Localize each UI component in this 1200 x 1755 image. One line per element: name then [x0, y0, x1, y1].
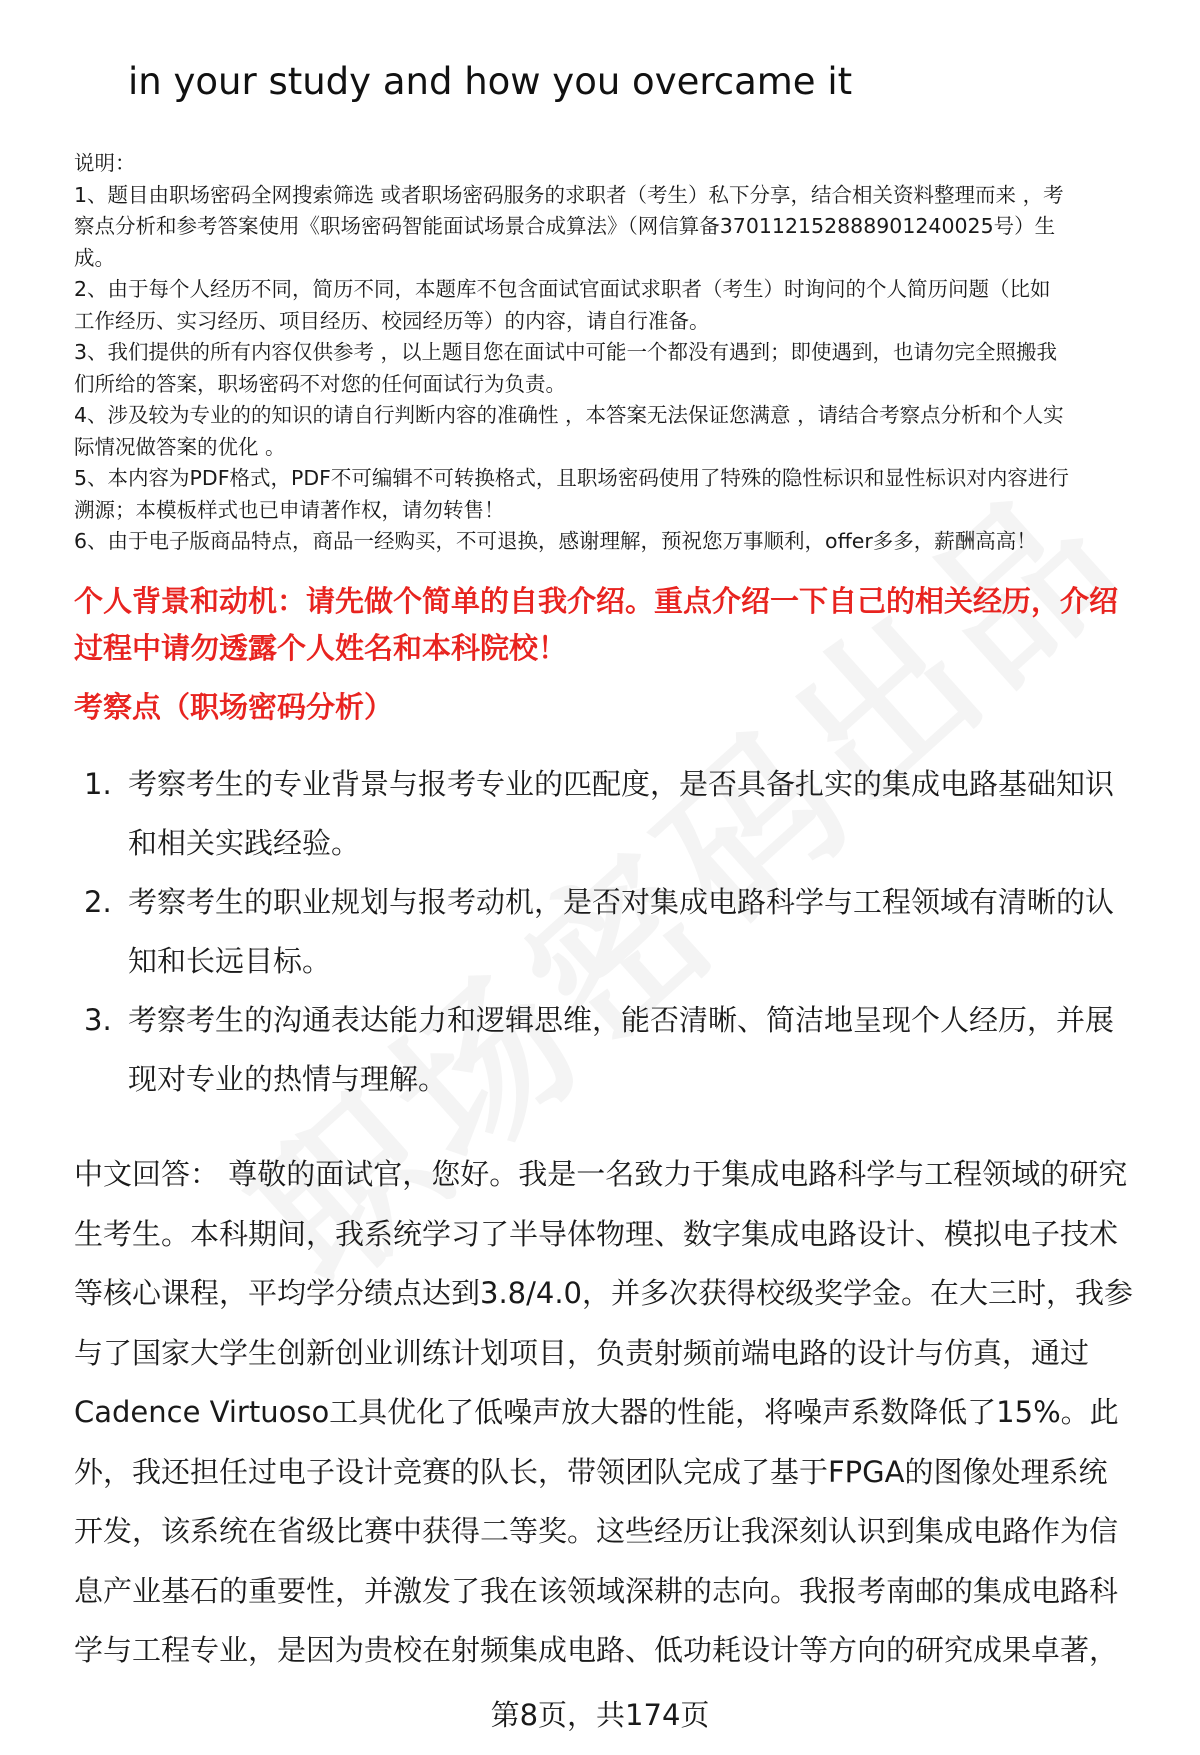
notes-block	[74, 148, 1164, 558]
note-line: 工作经历、实习经历、项目经历、校园经历等）的内容，请自行准备。	[74, 308, 710, 333]
answer-line: 开发，该系统在省级比赛中获得二等奖。这些经历让我深刻认识到集成电路作为信	[74, 1514, 1119, 1548]
note-line: 1、题目由职场密码全网搜索筛选 或者职场密码服务的求职者（考生）私下分享，结合相关资料整理而来 ，考	[74, 182, 1064, 207]
note-line: 3、我们提供的所有内容仅供参考 ，以上题目您在面试中可能一个都没有遇到；即使遇到，也请勿完全照搬我	[74, 340, 1058, 364]
note-line: 4、涉及较为专业的的知识的请自行判断内容的准确性 ，本答案无法保证您满意 ，请结合考察点分析和个人实	[74, 403, 1064, 427]
list-item-line: 考察考生的职业规划与报考动机，是否对集成电路科学与工程领域有清晰的认	[128, 885, 1115, 919]
note-line: 际情况做答案的优化 。	[74, 434, 286, 459]
answer-line: 生考生。本科期间，我系统学习了半导体物理、数字集成电路设计、模拟电子技术	[74, 1216, 1119, 1251]
analysis-title: 考察点（职场密码分析）	[74, 690, 394, 724]
note-line: 溯源；本模板样式也已申请著作权，请勿转售！	[74, 497, 505, 522]
list-item	[74, 755, 1164, 873]
answer-line: 中文回答： 尊敬的面试官，您好。我是一名致力于集成电路科学与工程领域的研究	[74, 1157, 1128, 1191]
answer-line: 外，我还担任过电子设计竞赛的队长，带领团队完成了基于FPGA的图像处理系统	[74, 1454, 1108, 1489]
list-item	[74, 873, 1164, 991]
list-item-line: 现对专业的热情与理解。	[128, 1062, 448, 1096]
note-line: 察点分析和参考答案使用《职场密码智能面试场景合成算法》（网信算备370112152888901240025号）生	[74, 214, 1056, 238]
list-item-number: 3.	[84, 1003, 112, 1037]
continued-text: in your study and how you overcame it	[128, 60, 853, 103]
list-item-line: 知和长远目标。	[128, 944, 332, 978]
note-line: 5、本内容为PDF格式，PDF不可编辑不可转换格式，且职场密码使用了特殊的隐性标识和显性标识对内容进行	[74, 466, 1069, 490]
note-line: 2、由于每个人经历不同，简历不同，本题库不包含面试官面试求职者（考生）时询问的个人简历问题（比如	[74, 277, 1051, 301]
note-line: 成。	[74, 245, 115, 270]
list-item-line: 和相关实践经验。	[128, 826, 361, 860]
notes-heading: 说明：	[74, 151, 136, 175]
question-line: 个人背景和动机：请先做个简单的自我介绍。重点介绍一下自己的相关经历，介绍	[74, 584, 1119, 618]
answer-line: 学与工程专业，是因为贵校在射频集成电路、低功耗设计等方向的研究成果卓著，	[74, 1633, 1119, 1667]
answer-line: 等核心课程，平均学分绩点达到3.8/4.0，并多次获得校级奖学金。在大三时，我参	[74, 1276, 1134, 1310]
answer-line: Cadence Virtuoso工具优化了低噪声放大器的性能，将噪声系数降低了15%。此	[74, 1395, 1119, 1429]
chinese-answer	[74, 1145, 1168, 1681]
list-item-line: 考察考生的沟通表达能力和逻辑思维，能否清晰、简洁地呈现个人经历，并展	[128, 1003, 1115, 1037]
page-number: 第8页，共174页	[490, 1698, 710, 1732]
answer-line: 息产业基石的重要性，并激发了我在该领域深耕的志向。我报考南邮的集成电路科	[74, 1573, 1119, 1608]
analysis-points-list	[74, 755, 1164, 1109]
interview-question	[74, 578, 1164, 672]
note-line: 们所给的答案，职场密码不对您的任何面试行为负责。	[74, 371, 566, 396]
list-item	[74, 991, 1164, 1109]
list-item-line: 考察考生的专业背景与报考专业的匹配度，是否具备扎实的集成电路基础知识	[128, 767, 1115, 801]
question-line: 过程中请勿透露个人姓名和本科院校！	[74, 631, 568, 665]
answer-line: 与了国家大学生创新创业训练计划项目，负责射频前端电路的设计与仿真，通过	[74, 1335, 1090, 1370]
list-item-number: 1.	[84, 767, 112, 801]
list-item-number: 2.	[84, 885, 112, 919]
note-line: 6、由于电子版商品特点，商品一经购买，不可退换，感谢理解，预祝您万事顺利，offer多多，薪酬高高！	[74, 529, 1037, 553]
